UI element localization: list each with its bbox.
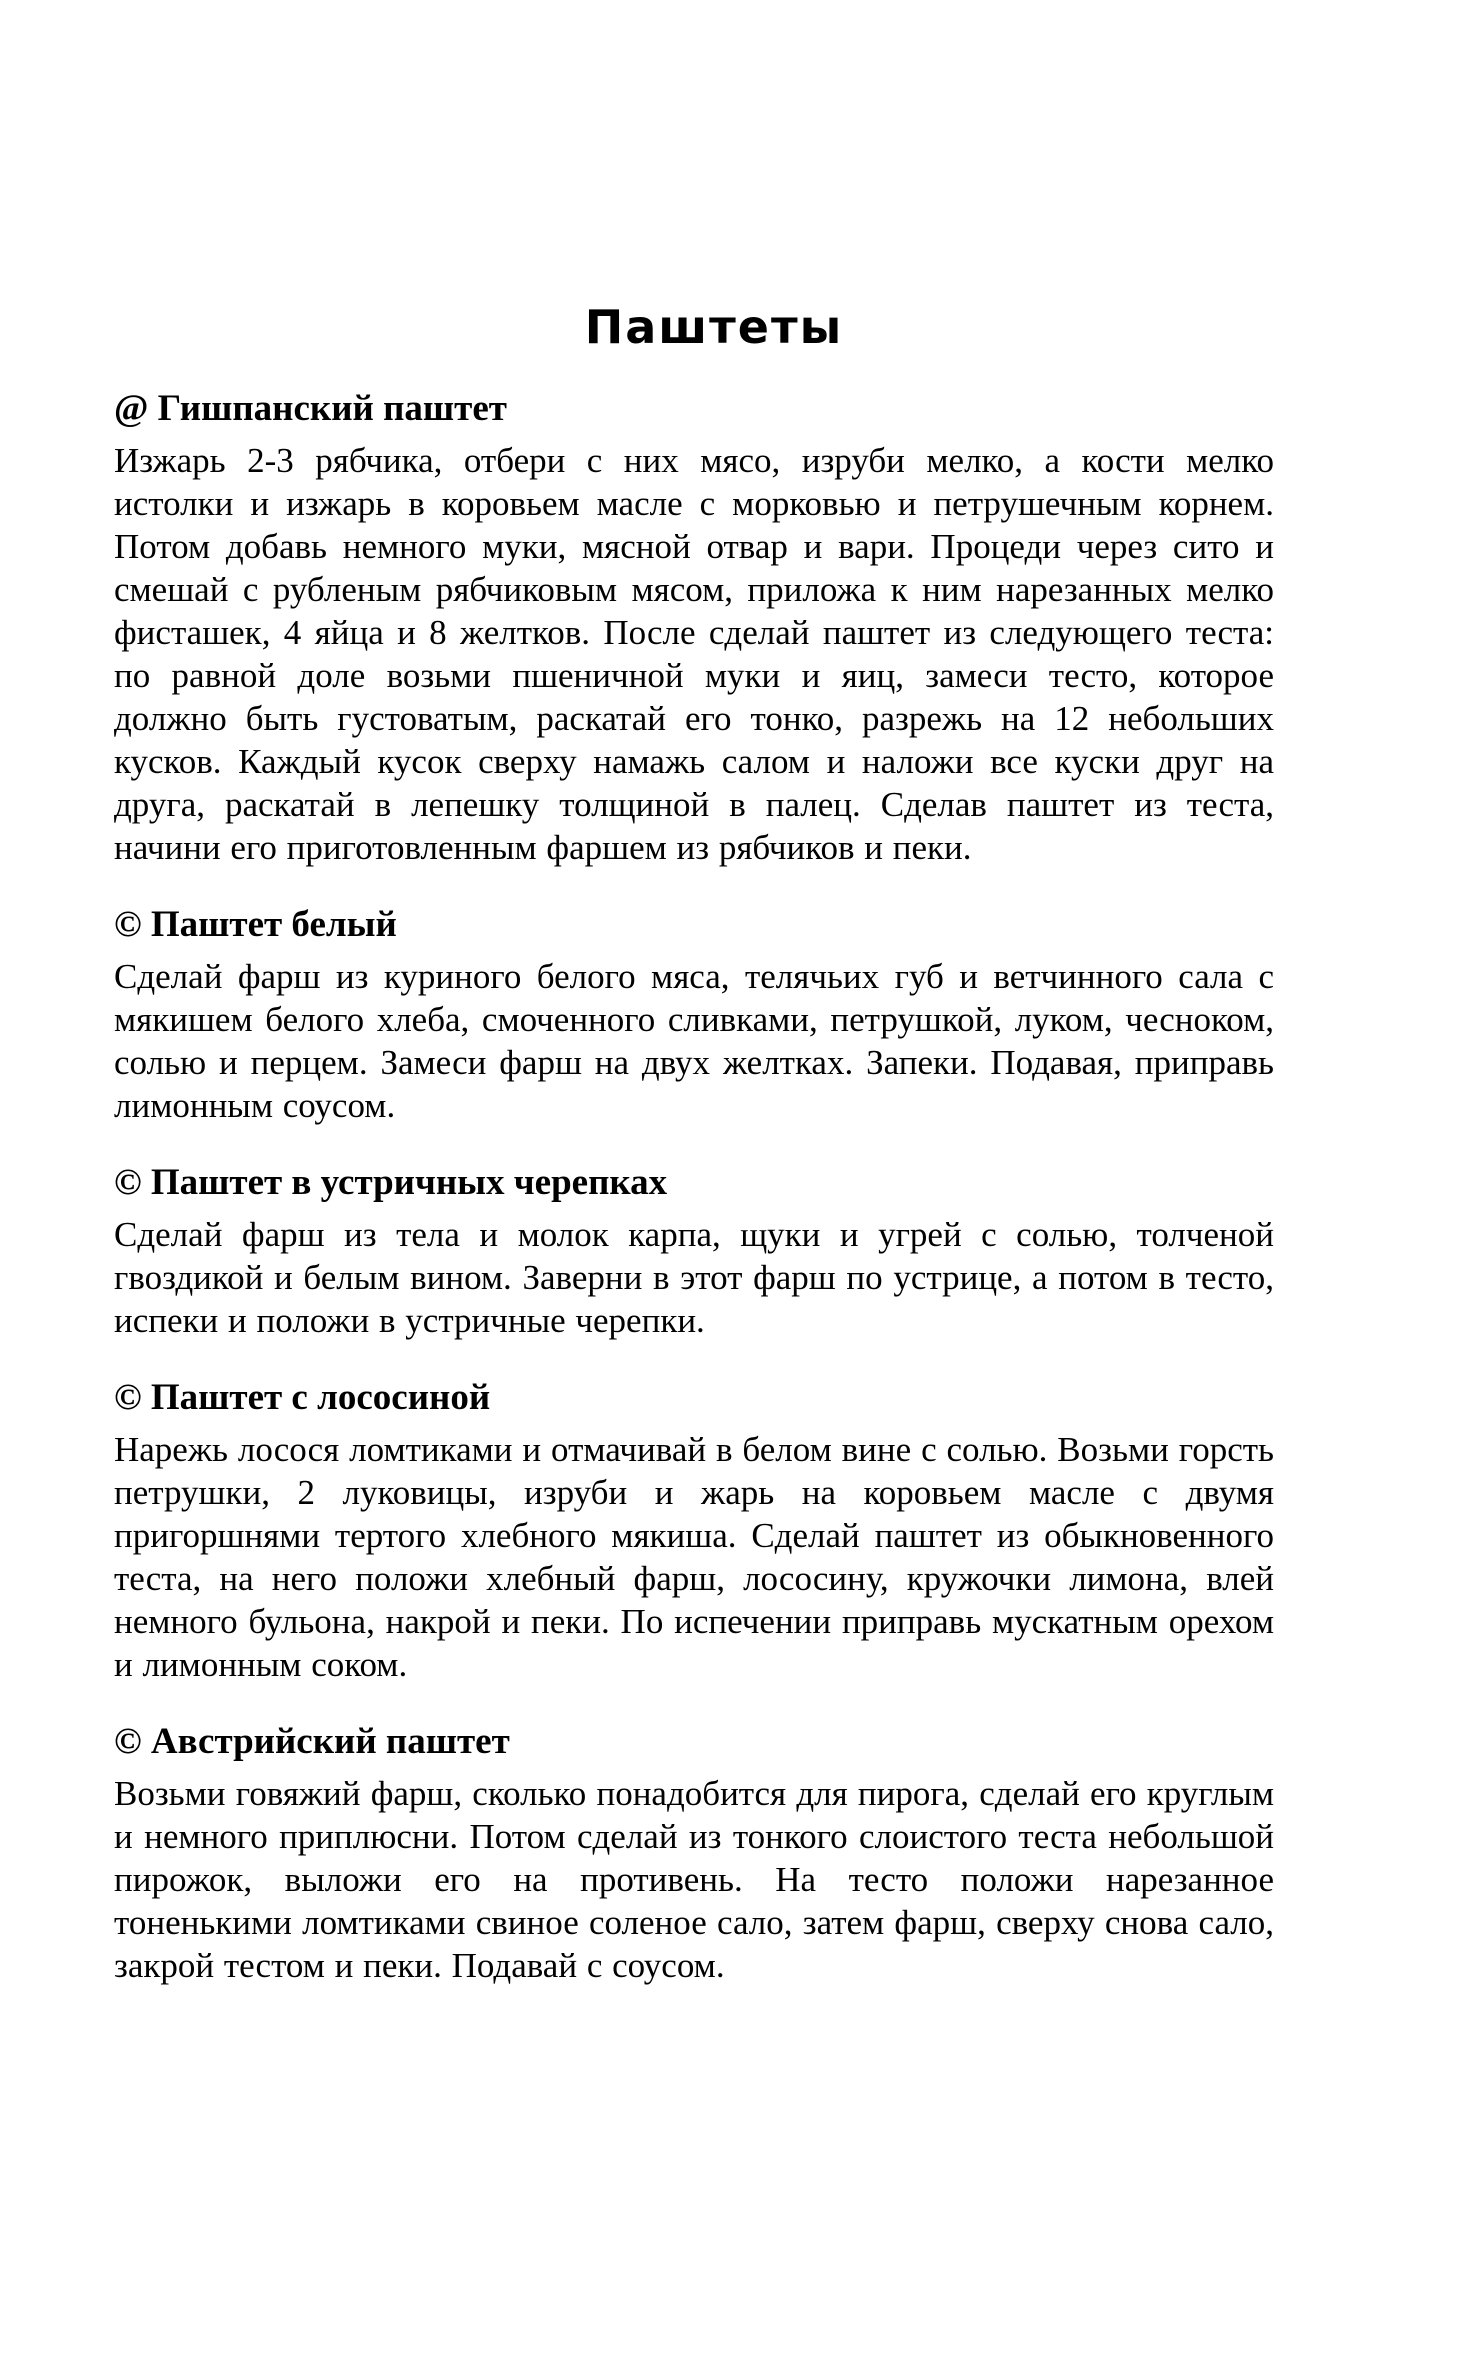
recipe-pashtet-s-lososinoy: [114, 1372, 1274, 1686]
chapter-title: Паштеты: [584, 300, 844, 354]
recipe-text: Возьми говяжий фарш, сколько понадобится для пирога, сделай его круглым и немного приплюсни. Потом сделай из тонкого слоистого теста небольшой пирожок, выложи его на противень. На тесто положи нарезанное тоненькими ломтиками свиное соленое сало, затем фарш, сверху снова сало, закрой тестом и пеки. Подавай с соусом.: [114, 1774, 1274, 1986]
recipe-text: Сделай фарш из куриного белого мяса, телячьих губ и ветчинного сала с мякишем белого хлеба, смоченного сливками, петрушкой, луком, чесноком, солью и перцем. Замеси фарш на двух желтках. Запеки. Подавая, приправь лимонным соусом.: [114, 957, 1274, 1126]
recipe-pashtet-bely: [114, 899, 1274, 1127]
document-page: [114, 300, 1274, 2017]
recipe-text: Нарежь лосося ломтиками и отмачивай в белом вине с солью. Возьми горсть петрушки, 2 луковицы, изруби и жарь на коровьем масле с двумя пригоршнями тертого хлебного мякиша. Сделай паштет из обыкновенного теста, на него положи хлебный фарш, лососину, кружочки лимона, влей немного бульона, накрой и пеки. По испечении приправь мускатным орехом и лимонным соком.: [114, 1430, 1274, 1685]
recipe-title: © Австрийский паштет: [114, 1721, 510, 1763]
recipe-title: © Паштет с лососиной: [114, 1377, 491, 1419]
recipe-title: @ Гишпанский паштет: [114, 388, 507, 430]
recipe-text: Сделай фарш из тела и молок карпа, щуки и угрей с солью, толченой гвоздикой и белым вином. Заверни в этот фарш по устрице, а потом в тесто, испеки и положи в устричные черепки.: [114, 1215, 1274, 1341]
recipe-text: Изжарь 2-3 рябчика, отбери с них мясо, изруби мелко, а кости мелко истолки и изжарь в коровьем масле с морковью и петрушечным корнем. Потом добавь немного муки, мясной отвар и вари. Процеди через сито и смешай с рубленым рябчиковым мясом, приложа к ним нарезанных мелко фисташек, 4 яйца и 8 желтков. После сделай паштет из следующего теста: по равной доле возьми пшеничной муки и яиц, замеси тесто, которое должно быть густоватым, раскатай его тонко, разрежь на 12 небольших кусков. Каждый кусок сверху намажь салом и наложи все куски друг на друга, раскатай в лепешку толщиной в палец. Сделав паштет из теста, начини его приготовленным фаршем из рябчиков и пеки.: [114, 441, 1274, 868]
recipe-avstriysky-pashtet: [114, 1716, 1274, 1987]
recipe-pashtet-ustrichnye-cherepki: [114, 1157, 1274, 1342]
recipe-title: © Паштет белый: [114, 904, 397, 946]
recipe-title: © Паштет в устричных черепках: [114, 1162, 668, 1204]
recipe-gishpansky-pashtet: [114, 383, 1274, 869]
